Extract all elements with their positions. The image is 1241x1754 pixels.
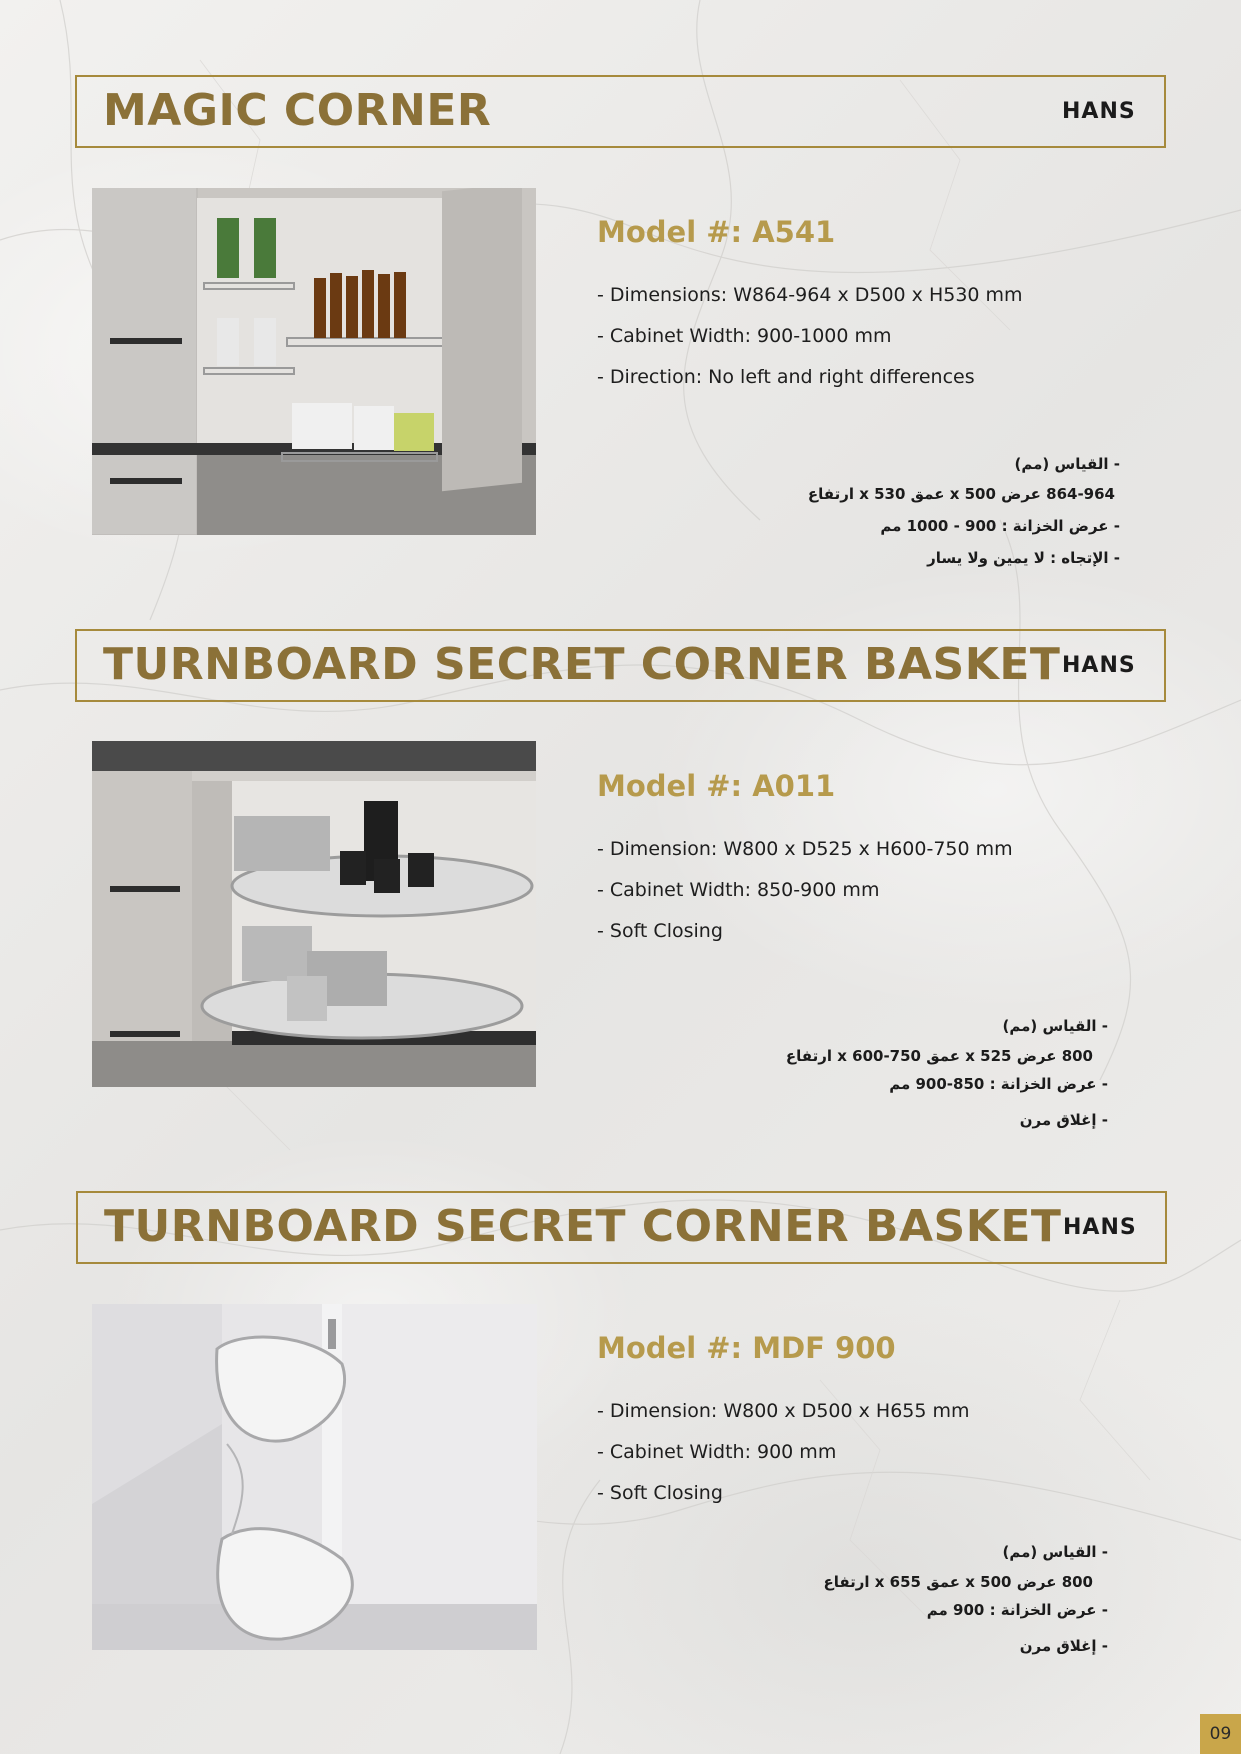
page-number: 09 xyxy=(1200,1714,1241,1754)
arabic-spec-line: - إغلاق مرن xyxy=(1019,1637,1108,1655)
product-photo xyxy=(92,1304,537,1650)
spec-item: - Cabinet Width: 850-900 mm xyxy=(597,879,880,901)
arabic-specs xyxy=(688,1543,1108,1667)
arabic-specs xyxy=(688,1017,1108,1141)
spec-item: - Dimension: W800 x D525 x H600-750 mm xyxy=(597,838,1013,860)
arabic-spec-line: 864-964 عرض x 500 عمق x 530 ارتفاع xyxy=(807,485,1115,503)
spec-item: - Direction: No left and right differences xyxy=(597,366,975,388)
section-title-box xyxy=(75,75,1166,148)
model-number: Model #: MDF 900 xyxy=(597,1331,896,1365)
model-number: Model #: A011 xyxy=(597,769,836,803)
arabic-spec-line: - إغلاق مرن xyxy=(1019,1111,1108,1129)
section-title: MAGIC CORNER xyxy=(103,85,492,136)
arabic-spec-line: - القياس (مم) xyxy=(1014,455,1120,473)
product-section-3 xyxy=(0,1191,1241,1721)
spec-item: - Cabinet Width: 900 mm xyxy=(597,1441,837,1463)
section-title-box xyxy=(76,1191,1167,1264)
spec-list xyxy=(597,283,1023,406)
hans-logo xyxy=(1063,1217,1139,1239)
product-section-2 xyxy=(0,629,1241,1159)
arabic-spec-line: - الإتجاه : لا يمين ولا يسار xyxy=(927,549,1120,567)
hans-logo xyxy=(1062,655,1138,677)
section-title-box xyxy=(75,629,1166,702)
product-section-1 xyxy=(0,75,1241,605)
spec-item: - Dimension: W800 x D500 x H655 mm xyxy=(597,1400,970,1422)
brand-logo-text: HANS xyxy=(1063,1215,1137,1240)
arabic-spec-line: - عرض الخزانة : 900 مم xyxy=(926,1601,1108,1619)
arabic-spec-line: - عرض الخزانة : 900 - 1000 مم xyxy=(880,517,1120,535)
spec-list xyxy=(597,1399,970,1522)
brand-logo-text: HANS xyxy=(1062,653,1136,678)
arabic-specs xyxy=(700,455,1120,579)
model-number: Model #: A541 xyxy=(597,215,836,249)
arabic-spec-line: 800 عرض x 525 عمق x 600-750 ارتفاع xyxy=(785,1047,1093,1065)
spec-item: - Soft Closing xyxy=(597,920,723,942)
section-title: TURNBOARD SECRET CORNER BASKET xyxy=(103,639,1061,690)
brand-logo-text: HANS xyxy=(1062,99,1136,124)
arabic-spec-line: - عرض الخزانة : 850-900 مم xyxy=(889,1075,1108,1093)
product-photo xyxy=(92,188,536,535)
spec-item: - Dimensions: W864-964 x D500 x H530 mm xyxy=(597,284,1023,306)
spec-list xyxy=(597,837,1013,960)
arabic-spec-line: - القياس (مم) xyxy=(1002,1543,1108,1561)
spec-item: - Cabinet Width: 900-1000 mm xyxy=(597,325,892,347)
spec-item: - Soft Closing xyxy=(597,1482,723,1504)
hans-logo xyxy=(1062,101,1138,123)
arabic-spec-line: 800 عرض x 500 عمق x 655 ارتفاع xyxy=(823,1573,1093,1591)
section-title: TURNBOARD SECRET CORNER BASKET xyxy=(104,1201,1062,1252)
arabic-spec-line: - القياس (مم) xyxy=(1002,1017,1108,1035)
product-photo xyxy=(92,741,536,1087)
